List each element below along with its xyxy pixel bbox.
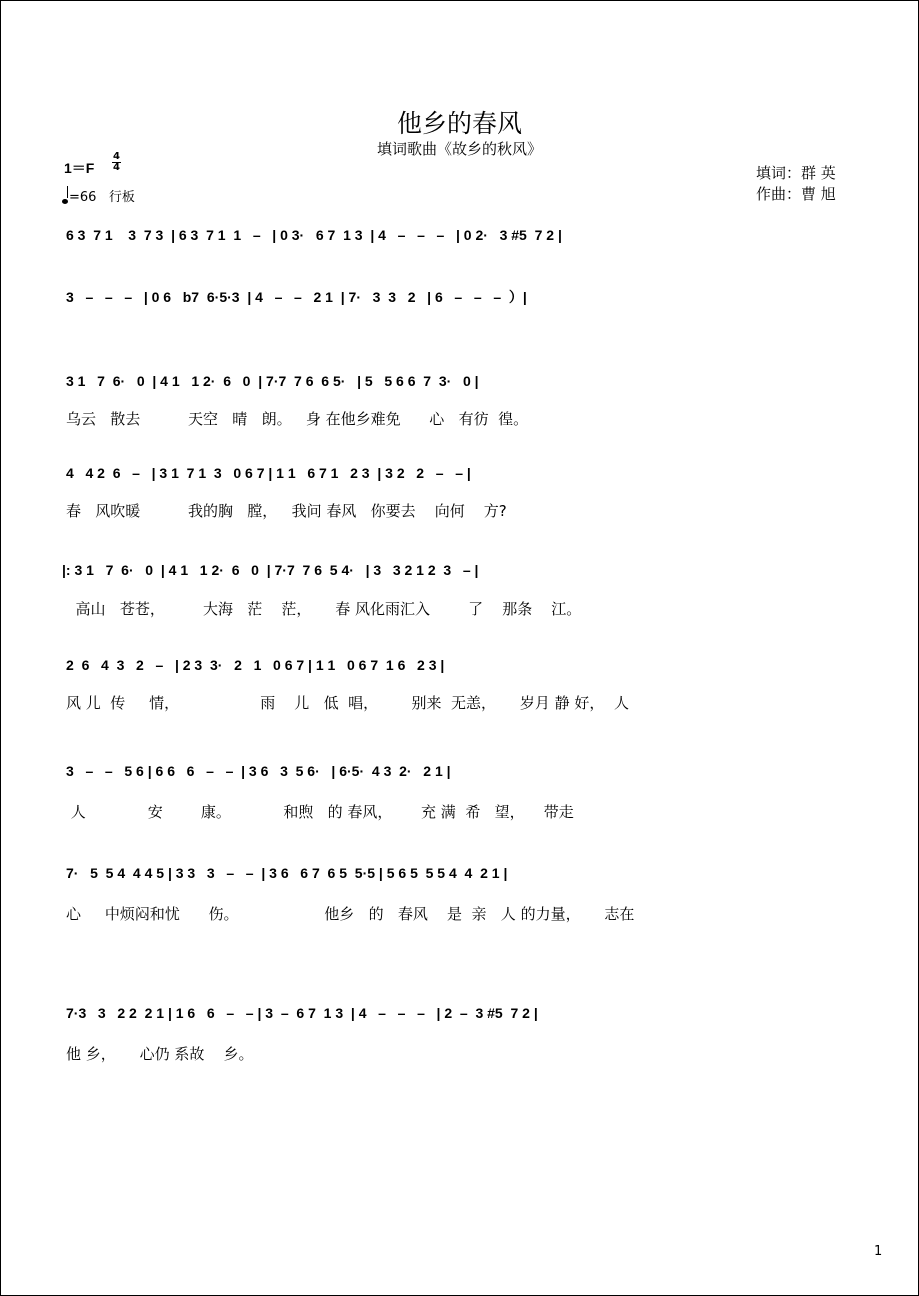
score-row-4-notation	[0, 456, 919, 490]
score-row-3-notation	[0, 364, 919, 398]
lyricist-credit: 填词：群 英	[756, 164, 836, 182]
row-3-lyrics: 乌云 散去 天空 晴 朗。 身 在他乡难免 心 有彷 徨。	[66, 410, 529, 428]
song-subtitle: 填词歌曲《故乡的秋风》	[376, 140, 542, 158]
score-row-8	[0, 856, 919, 890]
score-row-9-notation	[0, 996, 919, 1030]
score-row-7	[0, 754, 919, 788]
score-row-7-notation	[0, 754, 919, 788]
row-4-lyrics: 春 风吹暖 我的胸 膛， 我问 春风 你要去 向何 方?	[66, 502, 507, 520]
time-signature-bottom: 4	[113, 162, 120, 173]
tempo-value: =66	[69, 190, 97, 205]
score-row-6-notation	[0, 648, 919, 682]
row-6-lyrics: 风 儿 传 情， 雨 儿 低 唱， 别来 无恙， 岁月 静 好， 人	[66, 694, 629, 712]
row-5-lyrics: 高山 苍苍， 大海 茫 茫， 春 风化雨汇入 了 那条 江。	[66, 600, 582, 618]
score-row-2-notation	[0, 280, 919, 314]
score-row-2	[0, 280, 919, 314]
score-row-3	[0, 364, 919, 398]
row-9-lyrics: 他 乡， 心仍 系故 乡。	[66, 1045, 254, 1063]
score-row-1	[0, 218, 919, 252]
key-signature: 1＝F	[64, 160, 95, 176]
time-signature	[112, 152, 121, 173]
tempo-marking	[62, 186, 135, 205]
row-3-notes: 3 1 7 6· 0 | 4 1 1 2· 6 0 | 7·7 7 6 6 5· | 5 5 6 6 7 3· 0 |	[66, 373, 479, 389]
score-row-9	[0, 996, 919, 1030]
row-7-notes: 3 – – 5 6 | 6 6 6 – – | 3 6 3 5 6· | 6·5· 4 3 2· 2 1 |	[66, 763, 451, 779]
score-row-1-notation	[0, 218, 919, 252]
song-title: 他乡的春风	[396, 109, 522, 138]
score-row-4	[0, 456, 919, 490]
row-1-notes: 6 3 7 1 3 7 3 | 6 3 7 1 1 – | 0 3· 6 7 1 3 | 4 – – – | 0 2· 3 #5 7 2 |	[66, 227, 562, 243]
row-9-notes: 7·3 3 2 2 2 1 | 1 6 6 – – | 3 – 6 7 1 3 | 4 – – – | 2 – 3 #5 7 2 |	[66, 1005, 538, 1021]
score-row-5	[0, 553, 919, 587]
page-number: 1	[874, 1244, 883, 1259]
row-2-notes: 3 – – – | 0 6 b7 6·5·3 | 4 – – 2 1 | 7· 3 3 2 | 6 – – – ）|	[66, 289, 527, 305]
score-row-5-notation	[0, 553, 919, 587]
row-7-lyrics: 人 安 康。 和煦 的 春风， 充 满 希 望， 带走	[66, 803, 574, 821]
composer-credit: 作曲：曹 旭	[756, 185, 836, 203]
row-5-notes: |: 3 1 7 6· 0 | 4 1 1 2· 6 0 | 7·7 7 6 5 4· | 3 3 2 1 2 3 – |	[62, 562, 479, 578]
time-signature-top: 4	[113, 151, 120, 162]
row-4-notes: 4 4 2 6 – | 3 1 7 1 3 0 6 7 | 1 1 6 7 1 2 3 | 3 2 2 – – |	[66, 465, 471, 481]
score-row-6	[0, 648, 919, 682]
tempo-term: 行板	[108, 190, 135, 205]
quarter-note-icon	[62, 199, 68, 204]
score-row-8-notation	[0, 856, 919, 890]
row-8-lyrics: 心 中烦闷和忧 伤。 他乡 的 春风 是 亲 人 的力量， 志在	[66, 905, 635, 923]
row-8-notes: 7· 5 5 4 4 4 5 | 3 3 3 – – | 3 6 6 7 6 5 5·5 | 5 6 5 5 5 4 4 2 1 |	[66, 865, 508, 881]
row-6-notes: 2 6 4 3 2 – | 2 3 3· 2 1 0 6 7 | 1 1 0 6 7 1 6 2 3 |	[66, 657, 445, 673]
